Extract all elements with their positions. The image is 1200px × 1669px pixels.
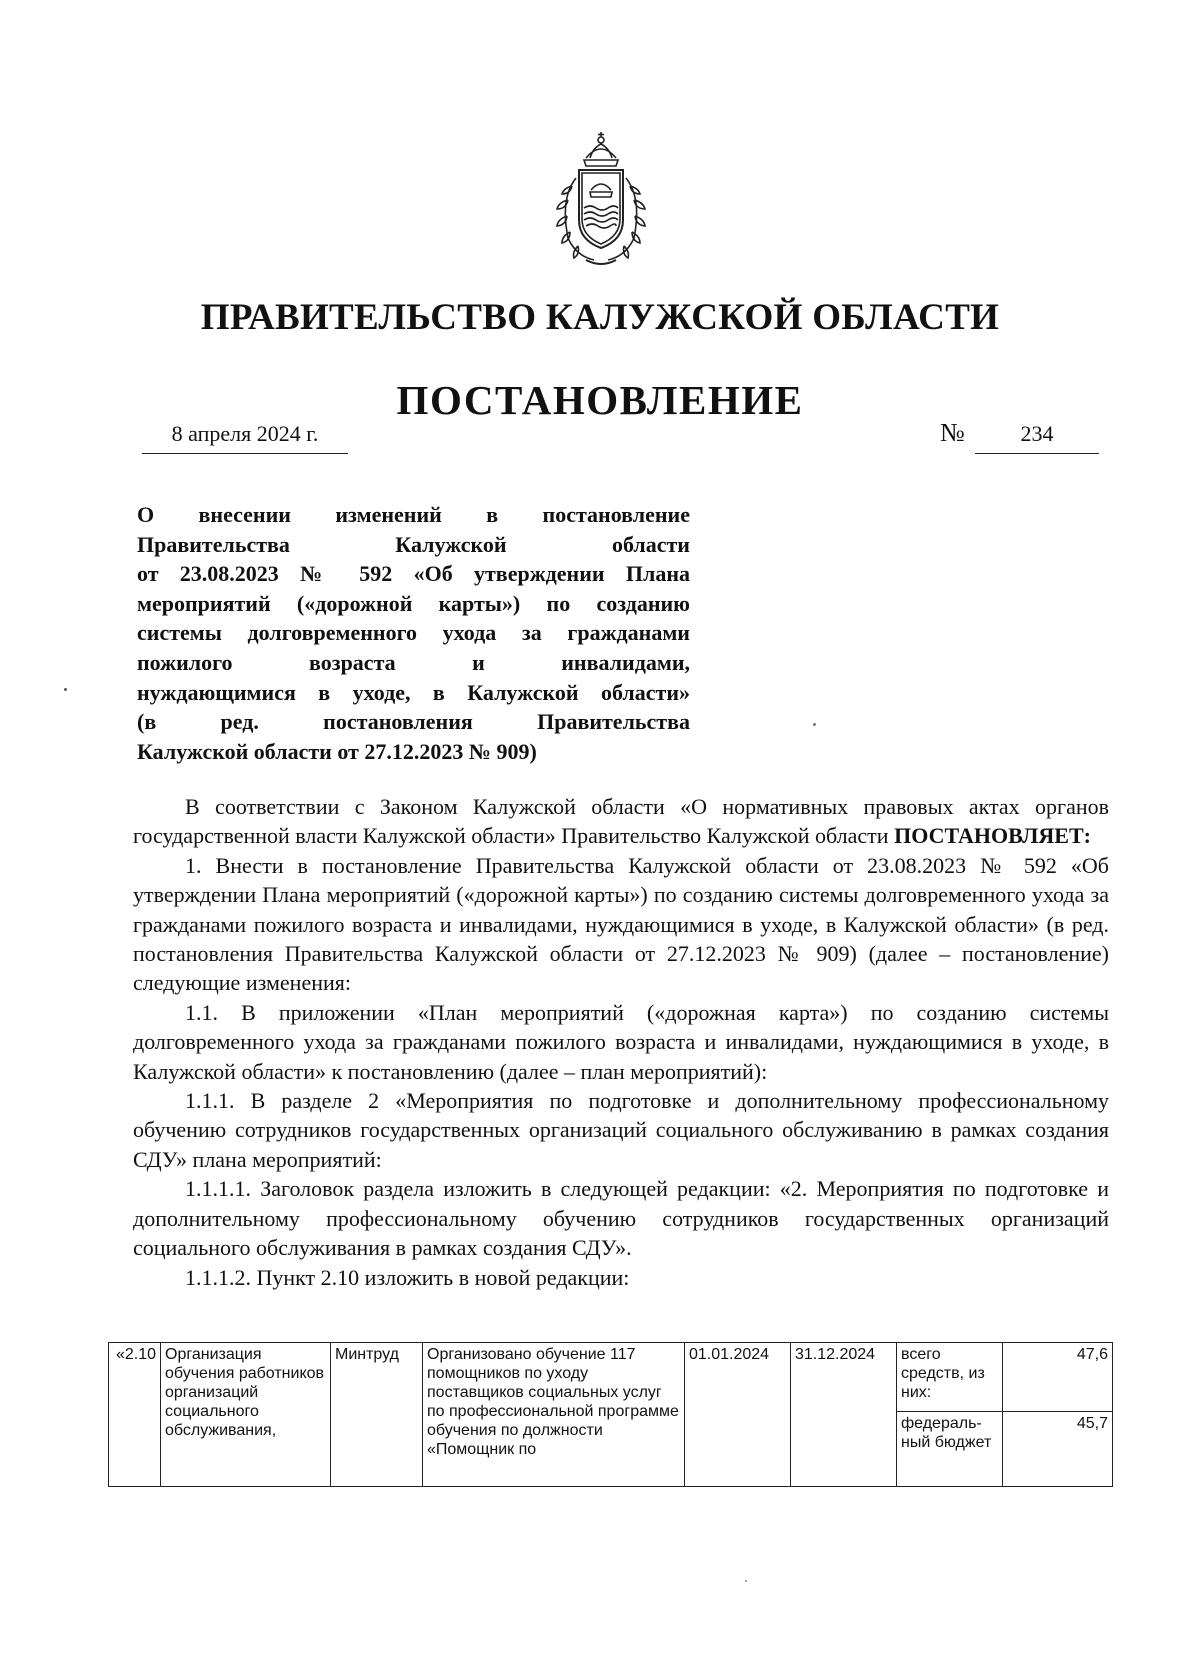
result-cell: Организовано обучение 117 помощников по уходу поставщиков социальных услуг по профессиональной программе обучения по должности «Помощник по <box>423 1343 685 1487</box>
start-date-cell: 01.01.2024 <box>685 1343 791 1487</box>
paragraph-1-1-1-2: 1.1.1.2. Пункт 2.10 изложить в новой редакции: <box>185 1264 630 1290</box>
kaluga-coat-of-arms-icon <box>546 128 656 270</box>
row-number: «2.10 <box>109 1343 161 1487</box>
resolves-colon: : <box>1083 823 1091 849</box>
activity-cell: Организация обучения работников организаций социального обслуживания, <box>161 1343 331 1487</box>
paragraph-1-1: 1.1. В приложении «План мероприятий («дорожная карта») по созданию системы долговременного ухода за гражданами пожилого возраста и инвалидами, нуждающимися в уходе, в Калужской области» к постановлению (далее – план мероприятий): <box>133 999 1109 1084</box>
document-number: 234 <box>975 415 1099 454</box>
funding-total-label: всего средств, из них: <box>897 1343 1003 1412</box>
subject-line: пожилого возраста и инвалидами, <box>137 649 690 675</box>
scan-speck <box>64 688 67 691</box>
subject-line: нуждающимися в уходе, в Калужской области» <box>137 679 690 705</box>
subject-line: (в ред. постановления Правительства <box>137 709 690 735</box>
subject-line: Калужской области от 27.12.2023 № 909) <box>137 738 537 764</box>
subject-line: Правительства Калужской области <box>137 531 690 557</box>
document-date: 8 апреля 2024 г. <box>142 415 348 454</box>
subject-line: системы долговременного ухода за гражданами <box>137 620 690 646</box>
table-row <box>109 1343 1113 1412</box>
scan-speck <box>745 1580 747 1582</box>
document-subject <box>137 500 690 766</box>
subject-line: мероприятий («дорожной карты») по созданию <box>137 590 690 616</box>
subject-line: О внесении изменений в постановление <box>137 502 690 527</box>
paragraph-1: 1. Внести в постановление Правительства Калужской области от 23.08.2023 № 592 «Об утверждении Плана мероприятий («дорожной карты») по созданию системы долговременного ухода за гражданами пожилого возраста и инвалидами, нуждающимися в уходе, в Калужской области» (в ред. постановления Правительства Калужской области от 27.12.2023 № 909) (далее – постановление) следующие изменения: <box>133 852 1109 996</box>
document-type: ПОСТАНОВЛЕНИЕ <box>396 377 804 423</box>
paragraph-1-1-1-1: 1.1.1.1. Заголовок раздела изложить в следующей редакции: «2. Мероприятия по подготовке и дополнительному профессиональному обучению сотрудников государственных организаций социального обслуживания в рамках создания СДУ». <box>133 1176 1109 1261</box>
responsible-cell: Минтруд <box>331 1343 423 1487</box>
subject-line: от 23.08.2023 № 592 «Об утверждении Плана <box>137 561 690 587</box>
government-title: ПРАВИТЕЛЬСТВО КАЛУЖСКОЙ ОБЛАСТИ <box>200 297 1000 338</box>
plan-table <box>108 1342 1113 1487</box>
scan-speck <box>813 723 816 726</box>
funding-total-value: 47,6 <box>1003 1343 1113 1412</box>
funding-federal-value: 45,7 <box>1003 1412 1113 1487</box>
resolves-word: ПОСТАНОВЛЯЕТ <box>894 823 1084 849</box>
end-date-cell: 31.12.2024 <box>791 1343 897 1487</box>
preamble-text: В соответствии с Законом Калужской области «О нормативных правовых актах органов государственной власти Калужской области» Правительство Калужской области <box>133 794 1109 849</box>
document-body <box>133 792 1109 1292</box>
paragraph-1-1-1: 1.1.1. В разделе 2 «Мероприятия по подготовке и дополнительному профессиональному обучению сотрудников государственных организаций социального обслуживанию в рамках создания СДУ» плана мероприятий: <box>133 1088 1109 1172</box>
funding-federal-label: федераль-ный бюджет <box>897 1412 1003 1487</box>
preamble-paragraph <box>133 792 1109 851</box>
number-label: № <box>940 418 965 447</box>
